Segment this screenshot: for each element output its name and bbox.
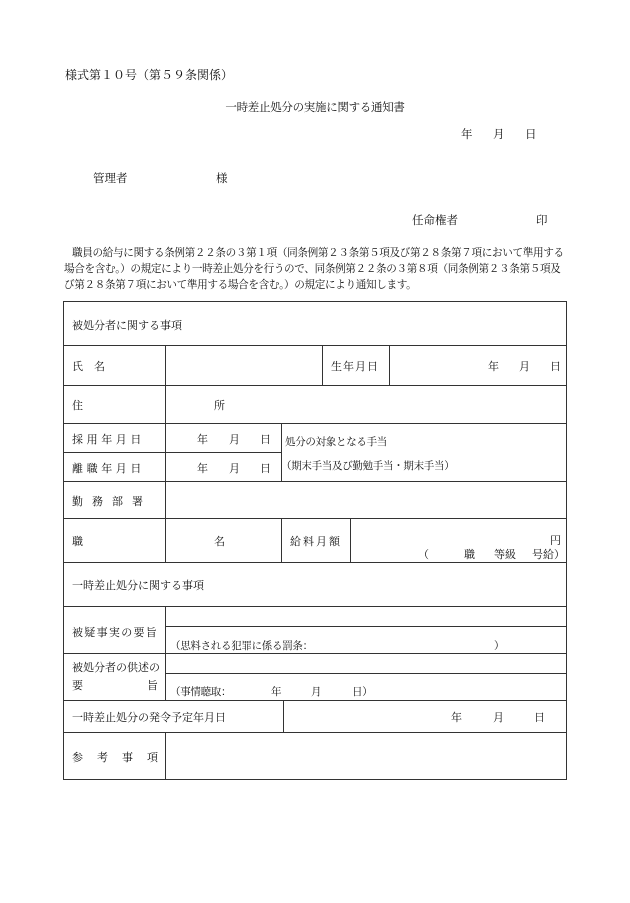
col-divider (165, 606, 166, 700)
intro-paragraph: 職員の給与に関する条例第２２条の３第１項（同条例第２３条第５項及び第２８条第７項において準用する場合を含む。）の規定により一時差止処分を行うので、同条例第２２条の３第８項（同条例第２３条第５項及び第２８条第７項において準用する場合を含む。）の規定により通知します。 (64, 247, 564, 292)
job-title-label: 職 名 (72, 535, 285, 548)
col-divider (165, 345, 166, 481)
allowance-detail: （期末手当及び勤勉手当・期末手当） (281, 460, 455, 472)
offense-close: ） (494, 640, 505, 652)
appointer-role: 任命権者 (412, 213, 458, 227)
row-divider (63, 732, 567, 733)
col-divider (283, 700, 284, 732)
scheduled-date-label: 一時差止処分の発令予定年月日 (72, 711, 226, 724)
col-divider (322, 345, 323, 385)
monthly-salary-label: 給料月額 (290, 535, 342, 548)
form-label: 様式第１０号（第５９条関係） (65, 68, 234, 82)
statement-label-line1: 被処分者の供述の (72, 661, 160, 674)
remarks-label: 参考事項 (72, 751, 172, 764)
retire-date-label: 離職年月日 (72, 462, 145, 475)
col-divider (350, 518, 351, 562)
statement-label-line2: 要 旨 (72, 679, 158, 692)
addressee-role: 管理者 (93, 171, 128, 185)
addressee-honorific: 様 (216, 171, 228, 185)
addressee (93, 170, 253, 186)
retire-date-value: 年 月 日 (197, 462, 271, 475)
date-year-unit: 年 (461, 127, 473, 141)
row-divider (63, 452, 281, 453)
seal-mark: 印 (536, 213, 548, 227)
row-divider (165, 673, 567, 674)
alleged-facts-label: 被疑事実の要旨 (72, 626, 159, 639)
yen-unit: 円 (550, 534, 561, 547)
row-divider (165, 626, 567, 627)
col-divider (165, 481, 166, 518)
hire-date-label: 採用年月日 (72, 433, 145, 446)
section-subject: 被処分者に関する事項 (72, 319, 182, 332)
address-label: 住 所 (72, 399, 285, 412)
date-month-unit: 月 (493, 127, 505, 141)
offense-clause: （思料される犯罪に係る罰条： (170, 640, 313, 652)
birthdate-label: 生年月日 (331, 360, 379, 373)
section-suspension: 一時差止処分に関する事項 (72, 579, 204, 592)
row-divider (63, 481, 567, 482)
document-title: 一時差止処分の実施に関する通知書 (225, 100, 405, 114)
document-date (461, 126, 551, 142)
row-divider (63, 345, 567, 346)
salary-grade: （ 職 等級 号給） (418, 548, 565, 561)
row-divider (63, 518, 567, 519)
row-divider (63, 653, 567, 654)
hearing-date: （事情聴取： 年 月 日） (170, 686, 373, 698)
col-divider (389, 345, 390, 385)
department-label: 勤務部署 (72, 495, 152, 508)
row-divider (63, 606, 567, 607)
row-divider (63, 562, 567, 563)
row-divider (63, 700, 567, 701)
scheduled-date-value: 年 月 日 (451, 711, 545, 724)
date-day-unit: 日 (525, 127, 537, 141)
allowance-target-label: 処分の対象となる手当 (285, 436, 387, 448)
appointer (412, 212, 552, 228)
row-divider (63, 423, 567, 424)
name-label: 氏 名 (72, 360, 105, 373)
birthdate-value: 年 月 日 (488, 360, 561, 373)
hire-date-value: 年 月 日 (197, 433, 271, 446)
row-divider (63, 385, 567, 386)
